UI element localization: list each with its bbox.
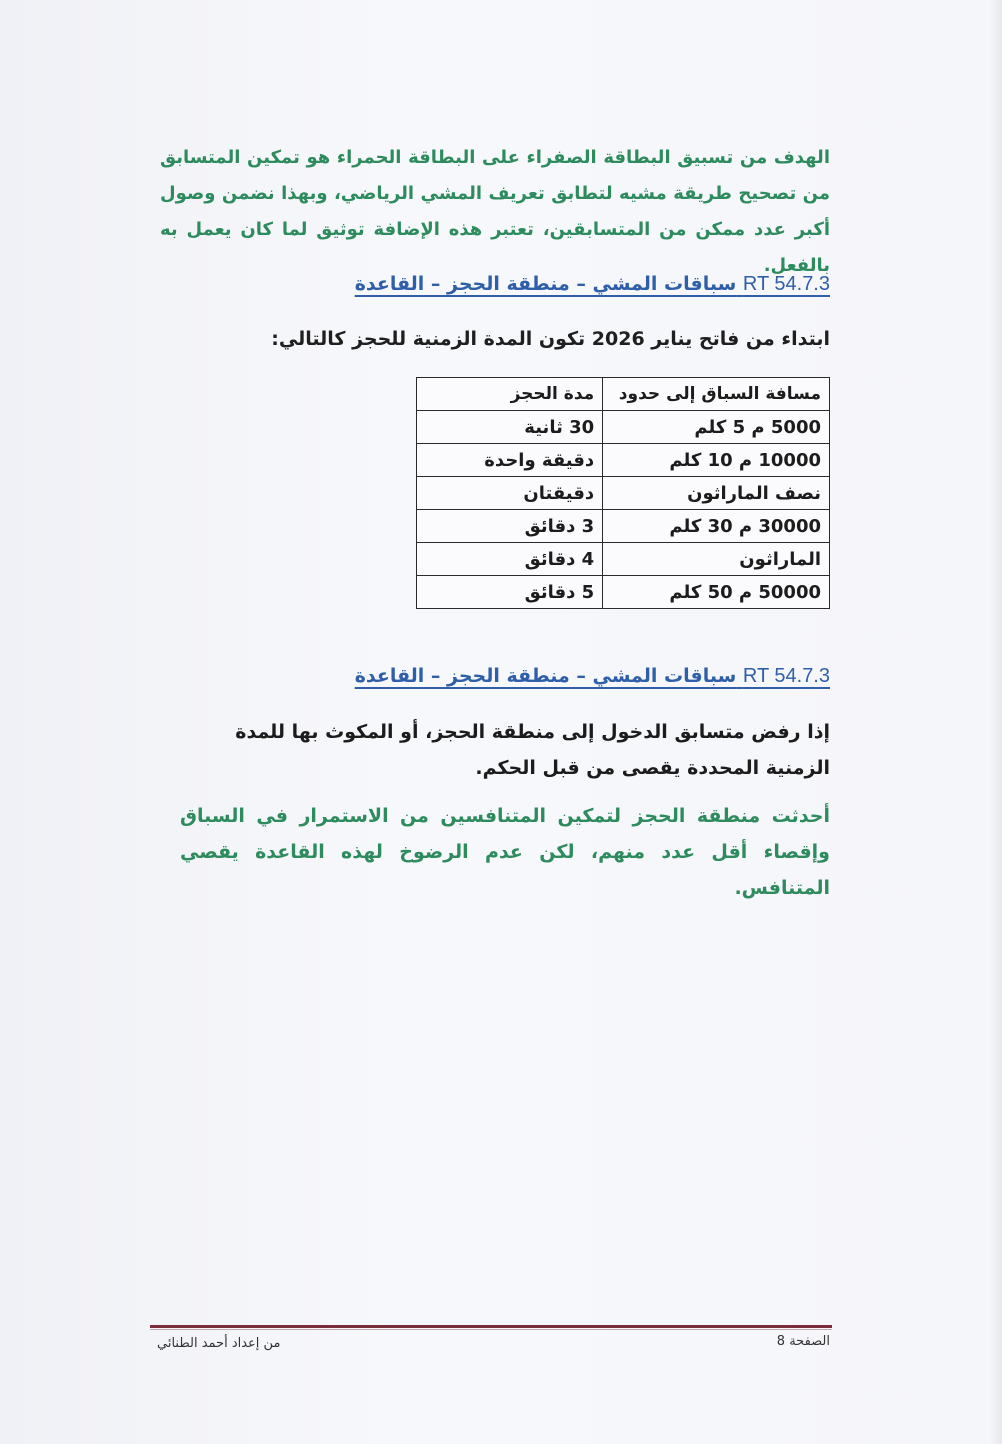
cell-distance: 50000 م 50 كلم bbox=[603, 576, 830, 609]
section-title: سباقات المشي – منطقة الحجز – القاعدة bbox=[354, 273, 737, 295]
cell-duration: 5 دقائق bbox=[417, 576, 603, 609]
table-row bbox=[417, 477, 830, 510]
footer-divider-thin bbox=[150, 1329, 832, 1330]
table-row bbox=[417, 444, 830, 477]
section-title: سباقات المشي – منطقة الحجز – القاعدة bbox=[354, 665, 737, 687]
cell-distance: الماراثون bbox=[603, 543, 830, 576]
page-edge-shadow bbox=[990, 0, 1002, 1444]
rule-code: RT 54.7.3 bbox=[742, 273, 830, 295]
cell-distance: 10000 م 10 كلم bbox=[603, 444, 830, 477]
note-text: أحدثت منطقة الحجز لتمكين المتنافسين من الاستمرار في السباق وإقصاء أقل عدد منهم، لكن عدم الرضوخ لهذه القاعدة يقصي المتنافس. bbox=[180, 805, 830, 899]
rule-code: RT 54.7.3 bbox=[742, 665, 830, 687]
cell-duration: 3 دقائق bbox=[417, 510, 603, 543]
header-distance: مسافة السباق إلى حدود bbox=[603, 378, 830, 411]
footer-author: من إعداد أحمد الطنائي bbox=[157, 1336, 281, 1351]
section-heading-2 bbox=[170, 662, 830, 690]
cell-distance: 5000 م 5 كلم bbox=[603, 411, 830, 444]
footer-page-number: الصفحة 8 bbox=[776, 1334, 830, 1349]
header-duration: مدة الحجز bbox=[417, 378, 603, 411]
footer-divider bbox=[150, 1325, 832, 1328]
cell-distance: نصف الماراثون bbox=[603, 477, 830, 510]
intro-paragraph: الهدف من تسبيق البطاقة الصفراء على البطاقة الحمراء هو تمكين المتسابق من تصحيح طريقة مشيه لتطابق تعريف المشي الرياضي، وبهذا نضمن وصول أكبر عدد ممكن من المتسابقين، تعتبر هذه الإضافة توثيق لما كان يعمل به بالفعل. bbox=[160, 147, 830, 276]
table-header-row bbox=[417, 378, 830, 411]
table-row bbox=[417, 576, 830, 609]
cell-duration: 30 ثانية bbox=[417, 411, 603, 444]
cell-duration: دقيقتان bbox=[417, 477, 603, 510]
cell-duration: دقيقة واحدة bbox=[417, 444, 603, 477]
holding-time-table bbox=[416, 377, 830, 609]
table-row bbox=[417, 543, 830, 576]
cell-duration: 4 دقائق bbox=[417, 543, 603, 576]
table-row bbox=[417, 510, 830, 543]
table-row bbox=[417, 411, 830, 444]
rule-text: إذا رفض متسابق الدخول إلى منطقة الحجز، أو المكوث بها للمدة الزمنية المحددة يقصى من قبل الحكم. bbox=[235, 721, 830, 779]
section-heading-1 bbox=[170, 270, 830, 298]
cell-distance: 30000 م 30 كلم bbox=[603, 510, 830, 543]
lead-text: ابتداء من فاتح يناير 2026 تكون المدة الزمنية للحجز كالتالي: bbox=[271, 328, 830, 350]
